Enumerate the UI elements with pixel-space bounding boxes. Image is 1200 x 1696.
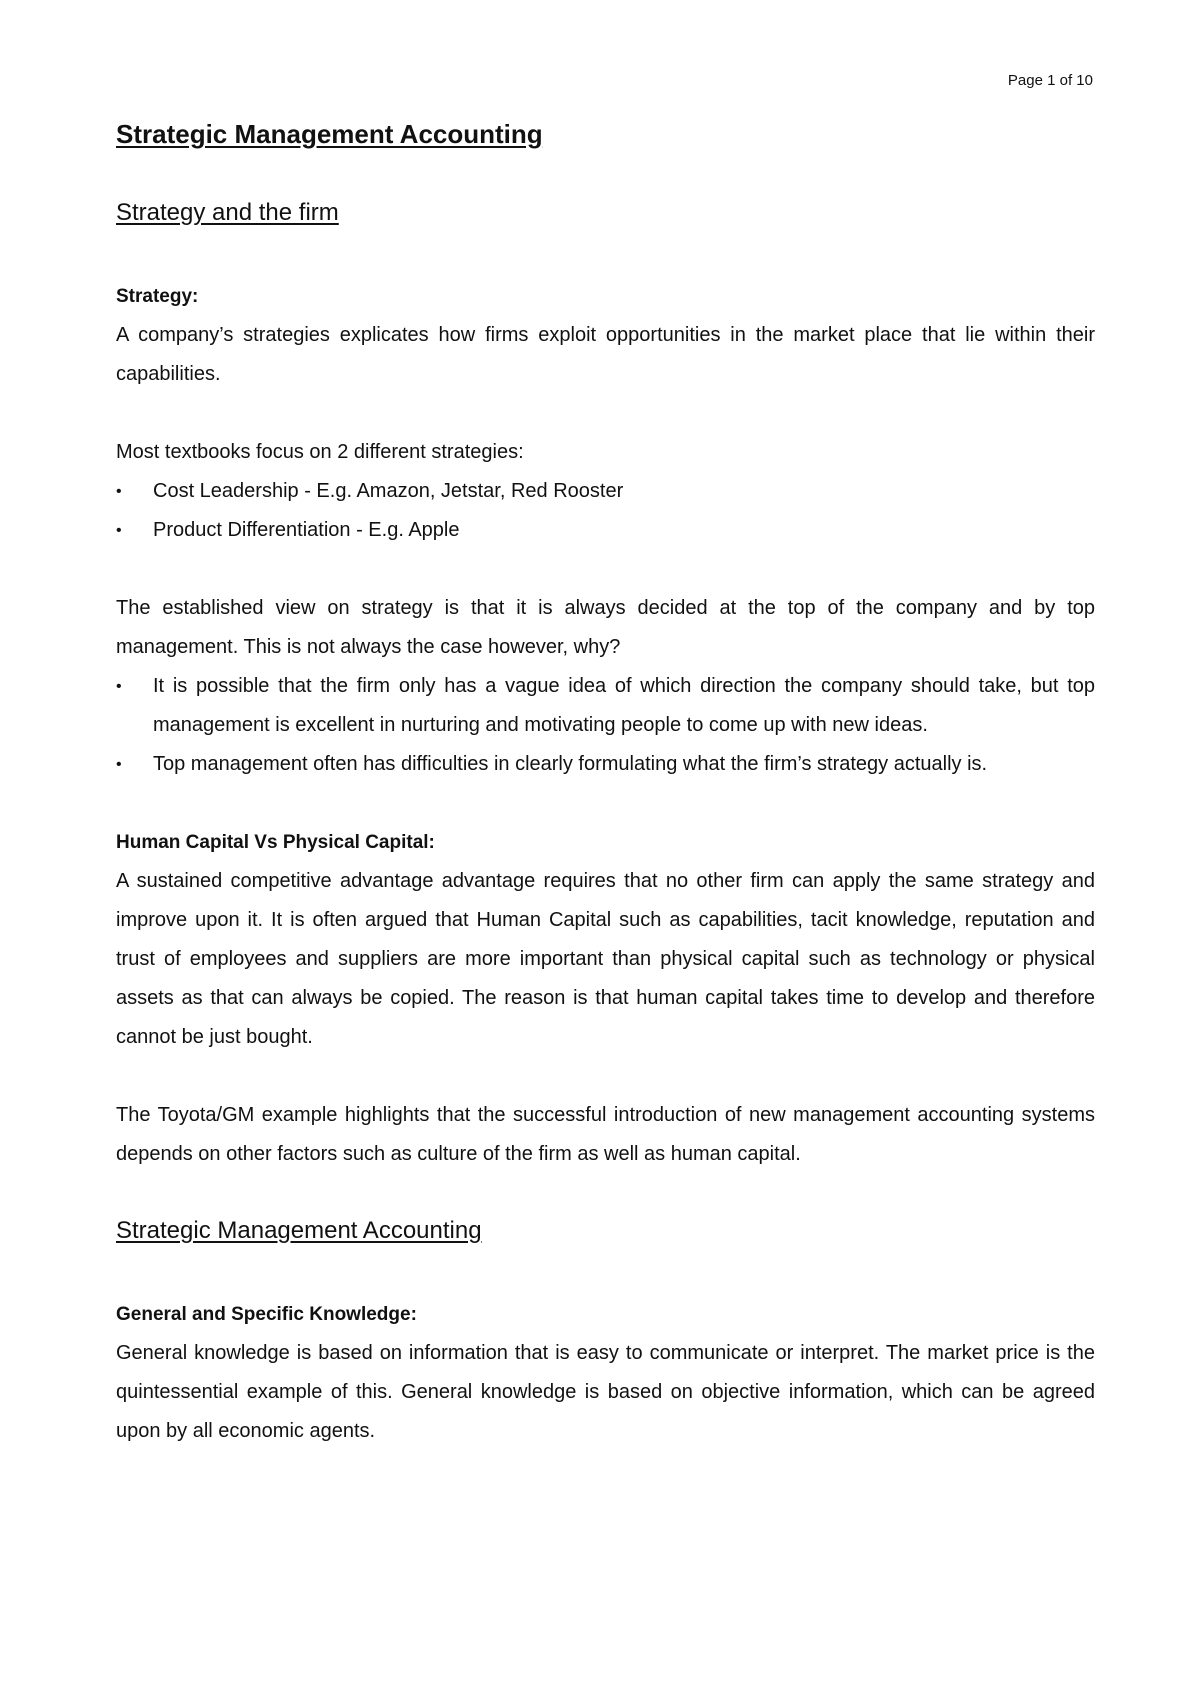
- list-item-text: Cost Leadership - E.g. Amazon, Jetstar, Red Rooster: [153, 480, 624, 502]
- strategies-list: [116, 472, 1095, 550]
- bullet-icon: •: [116, 678, 122, 695]
- list-item-text: Product Differentiation - E.g. Apple: [153, 519, 460, 541]
- strategy-label: Strategy:: [116, 286, 199, 307]
- page-number: Page 1 of 10: [1007, 72, 1093, 89]
- document-title: Strategic Management Accounting: [116, 119, 543, 149]
- section-heading-strategy-and-firm: Strategy and the firm: [116, 199, 339, 226]
- bullet-icon: •: [116, 756, 122, 773]
- list-item: [116, 511, 1095, 550]
- reasons-list: [116, 667, 1095, 784]
- toyota-gm-paragraph: The Toyota/GM example highlights that the successful introduction of new management accounting systems depends on other factors such as culture of the firm as well as human capital.: [116, 1104, 1095, 1165]
- list-item: [116, 667, 1095, 745]
- document-body: [116, 110, 1095, 1451]
- list-item-text: Top management often has difficulties in clearly formulating what the firm’s strategy actually is.: [153, 753, 988, 775]
- bullet-icon: •: [116, 483, 122, 500]
- bullet-icon: •: [116, 522, 122, 539]
- strategy-paragraph: A company’s strategies explicates how firms exploit opportunities in the market place that lie within their capabilities.: [116, 324, 1095, 385]
- list-item-text: It is possible that the firm only has a vague idea of which direction the company should take, but top management is excellent in nurturing and motivating people to come up with new ideas.: [153, 675, 1095, 736]
- capital-label: Human Capital Vs Physical Capital:: [116, 832, 435, 853]
- knowledge-label: General and Specific Knowledge:: [116, 1304, 417, 1325]
- established-view-paragraph: The established view on strategy is that it is always decided at the top of the company and by top management. This is not always the case however, why?: [116, 597, 1095, 658]
- section-heading-strategic-management-accounting: Strategic Management Accounting: [116, 1217, 482, 1244]
- strategies-intro: Most textbooks focus on 2 different strategies:: [116, 441, 524, 463]
- list-item: [116, 472, 1095, 511]
- list-item: [116, 745, 1095, 784]
- knowledge-paragraph: General knowledge is based on information that is easy to communicate or interpret. The market price is the quintessential example of this. General knowledge is based on objective information, which can be agreed upon by all economic agents.: [116, 1342, 1095, 1442]
- capital-paragraph: A sustained competitive advantage advantage requires that no other firm can apply the same strategy and improve upon it. It is often argued that Human Capital such as capabilities, tacit knowledge, reputation and trust of employees and suppliers are more important than physical capital such as technology or physical assets as that can always be copied. The reason is that human capital takes time to develop and therefore cannot be just bought.: [116, 870, 1095, 1048]
